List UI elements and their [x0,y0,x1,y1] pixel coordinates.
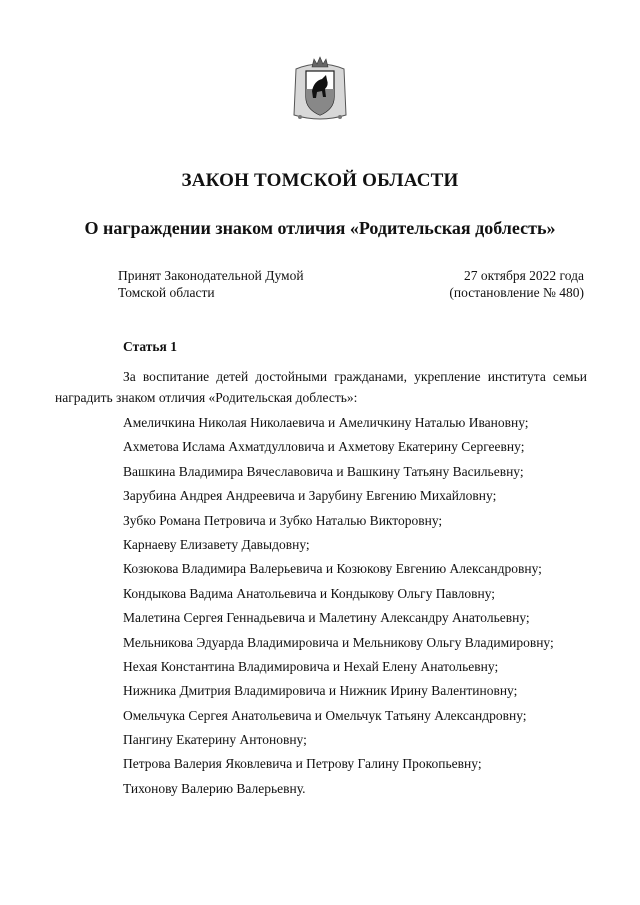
list-item: Нехая Константина Владимировича и Нехай Елену Анатольевну; [123,658,499,674]
list-item: Зарубина Андрея Андреевича и Зарубину Евгению Михайловну; [123,488,497,504]
list-item: Козюкова Владимира Валерьевича и Козюкову Евгению Александровну; [123,561,542,577]
coat-of-arms-icon [292,55,348,125]
list-item: Нижника Дмитрия Владимировича и Нижник Ирину Валентиновну; [123,683,518,699]
list-item: Кондыкова Вадима Анатольевича и Кондыкову Ольгу Павловну; [123,585,496,601]
article-intro-line: За воспитание детей достойными гражданами, укрепление института семьи [123,369,587,384]
law-title: ЗАКОН ТОМСКОЙ ОБЛАСТИ [181,170,459,191]
resolution-number: (постановление № 480) [449,285,584,300]
adoption-date: 27 октября 2022 года [464,268,584,283]
list-item: Вашкина Владимира Вячеславовича и Вашкину Татьяну Васильевну; [123,463,524,479]
adopted-by-line: Принят Законодательной Думой [118,268,304,283]
list-item: Амеличкина Николая Николаевича и Амеличкину Наталью Ивановну; [123,415,529,430]
list-item: Мельникова Эдуарда Владимировича и Мельникову Ольгу Владимировну; [123,634,554,650]
list-item: Ахметова Ислама Ахматдулловича и Ахметову Екатерину Сергеевну; [123,439,525,455]
adopted-by [118,267,304,301]
adopted-by-line: Томской области [118,285,215,300]
list-item: Омельчука Сергея Анатольевича и Омельчук Татьяну Александровну; [123,707,527,723]
list-item: Петрова Валерия Яковлевича и Петрову Галину Прокопьевну; [123,756,482,772]
article-intro [55,366,587,408]
article-intro-line: наградить знаком отличия «Родительская доблесть»: [55,390,358,405]
list-item: Малетина Сергея Геннадьевича и Малетину Александру Анатольевну; [123,610,530,626]
list-item: Тихонову Валерию Валерьевну. [123,780,306,796]
adoption-date-block [449,267,584,301]
law-subtitle: О награждении знаком отличия «Родительская доблесть» [84,218,556,238]
list-item: Карнаеву Елизавету Давыдовну; [123,536,310,552]
list-item: Пангину Екатерину Антоновну; [123,732,307,748]
recipient-list [123,411,554,801]
list-item: Зубко Романа Петровича и Зубко Наталью Викторовну; [123,512,443,528]
article-heading: Статья 1 [123,339,177,354]
